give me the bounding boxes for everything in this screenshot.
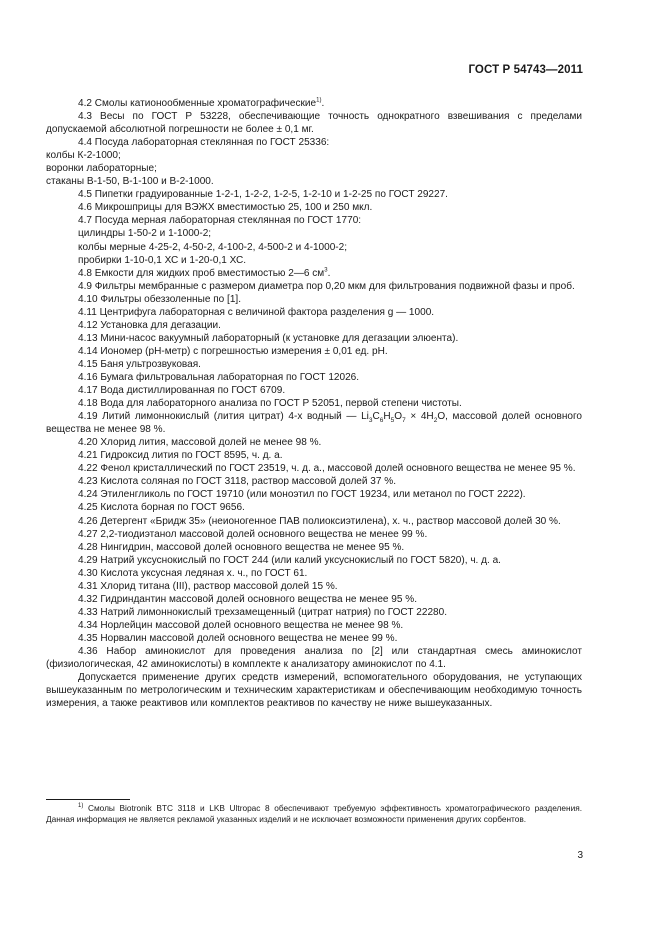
list-item: 4.30 Кислота уксусная ледяная х. ч., по ГОСТ 61.: [78, 567, 308, 579]
footnote-marker: 1): [78, 803, 84, 810]
list-item: 4.7 Посуда мерная лабораторная стеклянная по ГОСТ 1770:: [78, 215, 362, 227]
list-item: 4.34 Норлейцин массовой долей основного вещества не менее 98 %.: [78, 619, 404, 631]
list-item: 4.2 Смолы катионообменные хроматографические$^{1)}$.: [78, 97, 325, 109]
main-text: [46, 97, 582, 710]
list-item: 4.21 Гидроксид лития по ГОСТ 8595, ч. д. а.: [78, 450, 283, 462]
list-item: 4.3 Весы по ГОСТ Р 53228, обеспечивающие точность однократного взвешивания с пределами допускаемой абсолютной погрешности не более ± 0,1 мг.: [46, 111, 582, 136]
footnote-divider: [46, 799, 130, 800]
list-item: 4.16 Бумага фильтровальная лабораторная по ГОСТ 12026.: [78, 371, 360, 383]
list-item: 4.32 Гидриндантин массовой долей основного вещества не менее 95 %.: [78, 593, 417, 605]
page-number: 3: [577, 850, 583, 861]
list-item: 4.19 Литий лимоннокислый (лития цитрат) 4-х водный — $Li_3C_6H_5O_7 \times 4H_2O$, массовой долей основного вещества не менее 98 %.: [46, 411, 582, 436]
list-item: колбы К-2-1000;: [46, 150, 121, 162]
list-item: 4.18 Вода для лабораторного анализа по ГОСТ Р 52051, первой степени чистоты.: [78, 398, 462, 410]
list-item: 4.23 Кислота соляная по ГОСТ 3118, раствор массовой долей 37 %.: [78, 476, 396, 488]
list-item: 4.15 Баня ультрозвуковая.: [78, 358, 201, 370]
list-item: 4.6 Микрошприцы для ВЭЖХ вместимостью 25, 100 и 250 мкл.: [78, 202, 373, 214]
footnote: [46, 803, 582, 825]
list-item: 4.29 Натрий уксуснокислый по ГОСТ 244 (или калий уксуснокислый по ГОСТ 5820), ч. д. а.: [78, 554, 501, 566]
list-item: 4.27 2,2-тиодиэтанол массовой долей основного вещества не менее 99 %.: [78, 528, 428, 540]
list-item: колбы мерные 4-25-2, 4-50-2, 4-100-2, 4-500-2 и 4-1000-2;: [78, 241, 348, 253]
list-item: 4.33 Натрий лимоннокислый трехзамещенный (цитрат натрия) по ГОСТ 22280.: [78, 606, 448, 618]
list-item: 4.14 Иономер (рН-метр) с погрешностью измерения ± 0,01 ед. рН.: [78, 345, 388, 357]
list-item: стаканы В-1-50, В-1-100 и В-2-1000.: [46, 176, 214, 188]
list-item: 4.22 Фенол кристаллический по ГОСТ 23519, ч. д. а., массовой долей основного вещества не менее 95 %.: [78, 463, 576, 475]
closing-paragraph: Допускается применение других средств измерений, вспомогательного оборудования, не уступающих вышеуказанным по метрологическим и техническим характеристикам и обеспечивающим необходимую точность измерения, а также реактивов или комплектов реактивов по качеству не ниже вышеуказанных.: [46, 672, 582, 710]
list-item: 4.26 Детергент «Бридж 35» (неионогенное ПАВ полиоксиэтилена), х. ч., раствор массовой долей 30 %.: [78, 515, 561, 527]
document-code-header: ГОСТ Р 54743—2011: [468, 64, 583, 76]
list-item: 4.35 Норвалин массовой долей основного вещества не менее 99 %.: [78, 632, 398, 644]
list-item: 4.17 Вода дистиллированная по ГОСТ 6709.: [78, 385, 286, 397]
list-item: 4.8 Емкости для жидких проб вместимостью 2—6 $см^3$.: [78, 267, 331, 279]
list-item: 4.24 Этиленгликоль по ГОСТ 19710 (или моноэтил по ГОСТ 19234, или метанол по ГОСТ 2222).: [78, 489, 526, 501]
list-item: воронки лабораторные;: [46, 163, 157, 175]
list-item: 4.11 Центрифуга лабораторная с величиной фактора разделения g — 1000.: [78, 306, 435, 318]
list-item: 4.28 Нингидрин, массовой долей основного вещества не менее 95 %.: [78, 541, 405, 553]
list-item: пробирки 1-10-0,1 ХС и 1-20-0,1 ХС.: [78, 254, 247, 266]
list-item: 4.31 Хлорид титана (III), раствор массовой долей 15 %.: [78, 580, 338, 592]
list-item: 4.25 Кислота борная по ГОСТ 9656.: [78, 502, 245, 514]
list-item: 4.12 Установка для дегазации.: [78, 319, 221, 331]
list-item: 4.10 Фильтры обеззоленные по [1].: [78, 293, 241, 305]
list-item: 4.5 Пипетки градуированные 1-2-1, 1-2-2, 1-2-5, 1-2-10 и 1-2-25 по ГОСТ 29227.: [78, 189, 448, 201]
list-item: 4.36 Набор аминокислот для проведения анализа по [2] или стандартная смесь аминокислот (физиологическая, 42 аминокислоты) в комплекте к анализатору аминокислот по 4.1.: [46, 645, 582, 671]
list-item: 4.13 Мини-насос вакуумный лабораторный (к установке для дегазации элюента).: [78, 332, 459, 344]
list-item: 4.9 Фильтры мембранные с размером диаметра пор 0,20 мкм для фильтрования подвижной фазы и проб.: [78, 280, 575, 292]
footnote-text: Смолы Biotronik BTC 3118 и LKB Ultropac 8 обеспечивают требуемую эффективность хроматографического разделения. Данная информация не является рекламой указанных изделий и не исключает возможности применения других сорбентов.: [46, 803, 582, 825]
list-item: цилиндры 1-50-2 и 1-1000-2;: [78, 228, 212, 240]
list-item: 4.4 Посуда лабораторная стеклянная по ГОСТ 25336:: [78, 137, 330, 149]
list-item: 4.20 Хлорид лития, массовой долей не менее 98 %.: [78, 437, 322, 449]
